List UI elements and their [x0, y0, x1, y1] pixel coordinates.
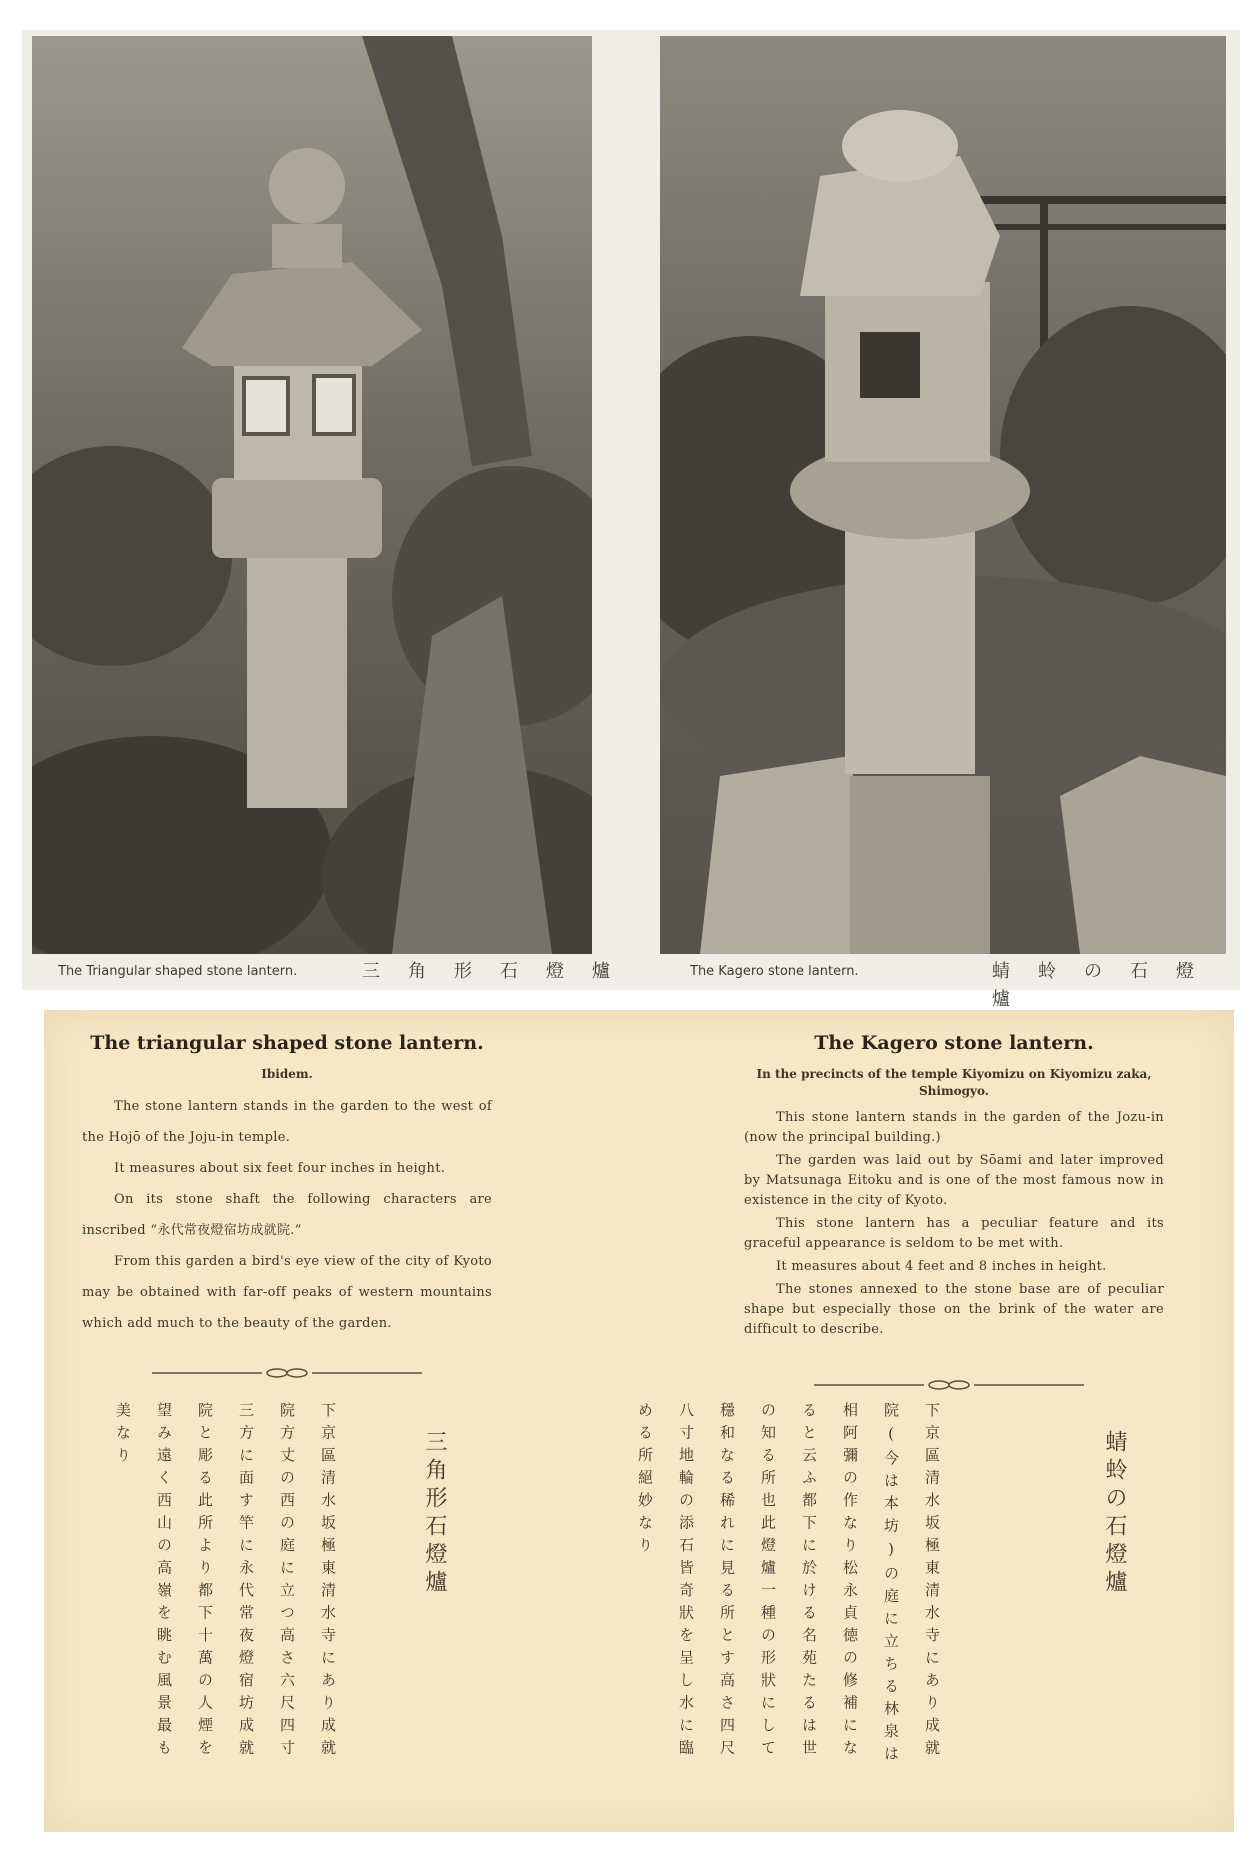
right-divider-ornament: [814, 1378, 1084, 1392]
left-paragraph: From this garden a bird's eye view of the city of Kyoto may be obtained with far-off peaks of western mountains which add much to the beauty of the garden.: [82, 1254, 492, 1331]
right-paragraph: The stones annexed to the stone base are of peculiar shape but especially those on the brink of the water are difficult to describe.: [744, 1282, 1164, 1337]
left-caption-jp: 三角形石燈爐: [362, 961, 638, 982]
left-japanese-title: 三角形石燈爐: [422, 1430, 447, 1598]
photo-plate: [22, 30, 1240, 1010]
right-article: [744, 1032, 1164, 1343]
right-paragraph: This stone lantern stands in the garden of the Jozu-in (now the principal building.): [744, 1110, 1164, 1145]
left-article: [82, 1032, 492, 1339]
right-paragraph: The garden was laid out by Sōami and later improved by Matsunaga Eitoku and is one of the most famous now in existence in the city of Kyoto.: [744, 1153, 1164, 1208]
right-caption-en: The Kagero stone lantern.: [690, 964, 859, 979]
right-article-title: The Kagero stone lantern.: [814, 1032, 1094, 1054]
right-paragraph: It measures about 4 feet and 8 inches in height.: [776, 1259, 1107, 1274]
left-paragraph: It measures about six feet four inches in height.: [114, 1161, 446, 1176]
triangular-lantern-photo: [32, 36, 592, 954]
right-japanese-title: 蜻蛉の石燈爐: [1102, 1430, 1127, 1598]
left-paragraph: The stone lantern stands in the garden to the west of the Hojō of the Joju-in temple.: [82, 1099, 492, 1145]
left-divider-ornament: [152, 1366, 422, 1380]
right-caption-jp: 蜻蛉の石燈爐: [992, 961, 1222, 1010]
right-japanese-text: 下京區清水坂極東清水寺にあり成就院(今は本坊)の庭に立ちる林泉は相阿彌の作なり松永貞徳の修補になると云ふ都下に於ける名苑たるは世の知る所也此燈爐一種の形狀にして穩和なる稀れに見る所とす高さ四尺八寸地輪の添石皆奇狀を呈し水に臨める所絕妙なり: [636, 1402, 941, 1768]
left-article-title: The triangular shaped stone lantern.: [90, 1032, 484, 1054]
kagero-lantern-photo: [660, 36, 1226, 954]
right-paragraph: This stone lantern has a peculiar feature and its graceful appearance is seldom to be met with.: [744, 1216, 1164, 1251]
left-paragraph: On its stone shaft the following characters are inscribed “永代常夜燈宿坊成就院.”: [82, 1192, 492, 1238]
left-caption-en: The Triangular shaped stone lantern.: [58, 964, 298, 979]
right-article-subtitle: In the precincts of the temple Kiyomizu on Kiyomizu zaka, Shimogyo.: [756, 1067, 1152, 1098]
description-sheet: [44, 1010, 1234, 1832]
left-article-subtitle: Ibidem.: [261, 1067, 313, 1081]
left-japanese-text: 下京區清水坂極東清水寺にあり成就院方丈の西の庭に立つ高さ六尺四寸三方に面す竿に永代常夜燈宿坊成就院と彫る此所より都下十萬の人煙を望み遠く西山の高嶺を眺む風景最も美なり: [114, 1402, 337, 1762]
